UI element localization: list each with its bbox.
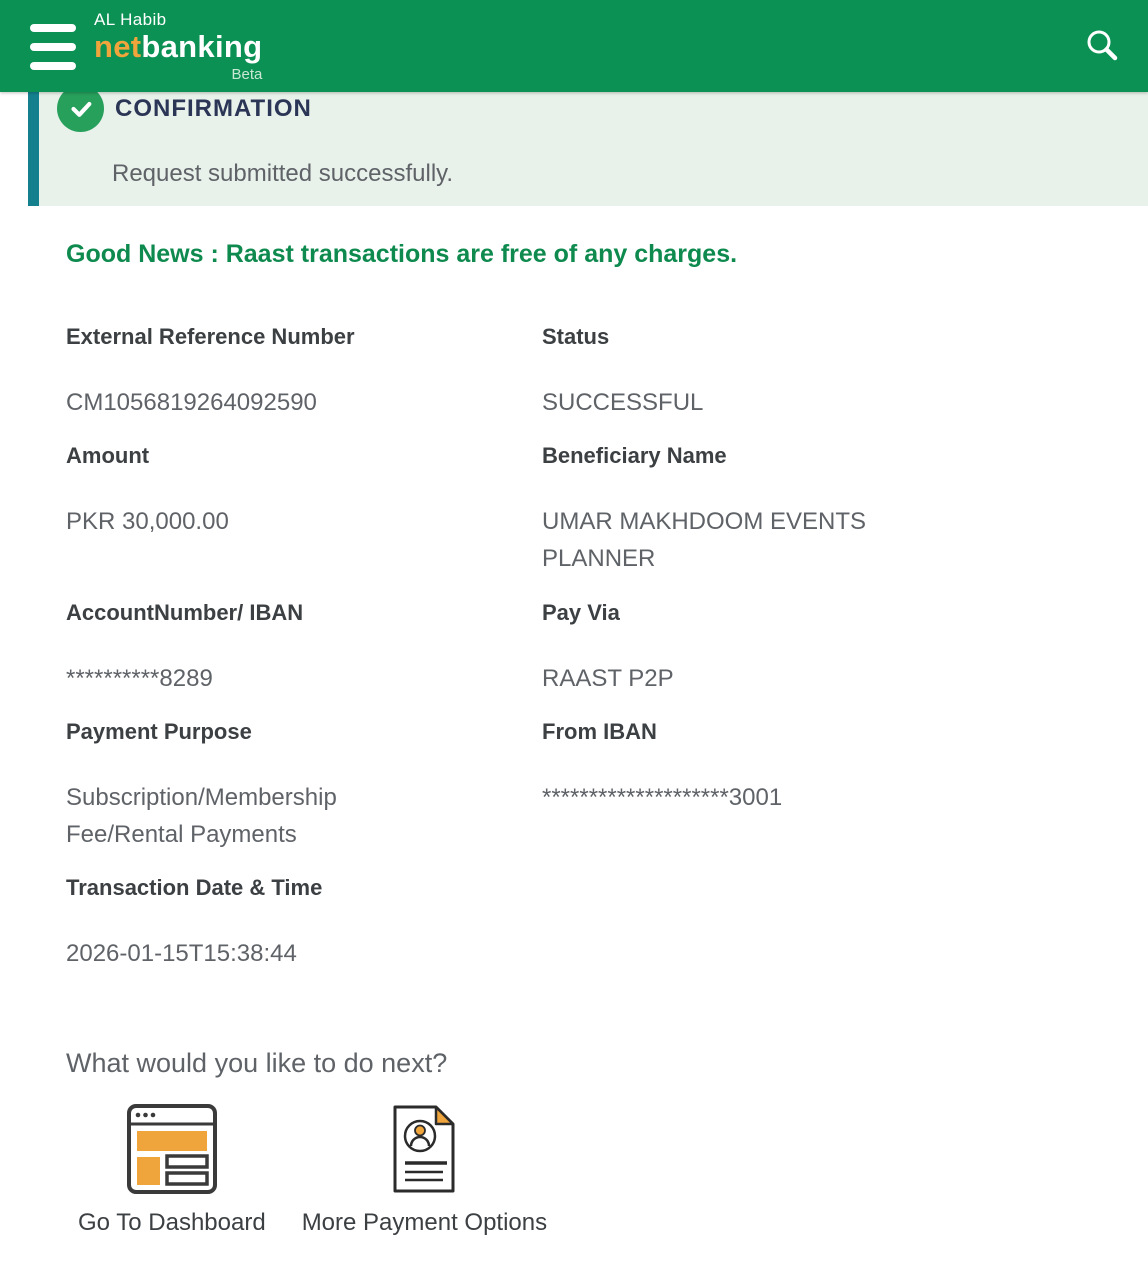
brand-net-part: net: [94, 28, 142, 64]
field-empty: [542, 875, 1148, 972]
field-amount: [66, 443, 542, 577]
check-circle-icon: [57, 85, 104, 132]
more-payment-options-button[interactable]: [302, 1103, 547, 1237]
field-label: Transaction Date & Time: [66, 875, 323, 901]
brand-name-small: AL Habib: [94, 9, 167, 29]
field-label: Status: [542, 324, 610, 349]
payment-options-icon: [391, 1103, 457, 1195]
field-value: 2026-01-15T15:38:44: [66, 940, 297, 968]
field-label: Amount: [66, 443, 150, 469]
field-value: **********8289: [66, 664, 213, 692]
next-prompt-text: What would you like to do next?: [66, 1048, 448, 1079]
field-value: UMAR MAKHDOOM EVENTS PLANNER: [542, 508, 867, 573]
field-value: RAAST P2P: [542, 664, 674, 692]
go-to-dashboard-button[interactable]: [78, 1103, 266, 1237]
field-external-reference: [66, 324, 542, 421]
field-status: [542, 324, 1148, 421]
field-label: AccountNumber/ IBAN: [66, 599, 304, 625]
field-label: From IBAN: [542, 718, 657, 744]
action-label: More Payment Options: [301, 1209, 548, 1237]
field-value: SUCCESSFUL: [542, 389, 704, 416]
confirmation-panel: [28, 85, 1148, 206]
field-label: External Reference Number: [66, 324, 355, 349]
transaction-details: [66, 324, 1148, 972]
menu-icon[interactable]: [30, 24, 76, 70]
brand-banking-part: banking: [141, 28, 263, 64]
dashboard-icon: [126, 1103, 218, 1195]
field-beneficiary-name: [542, 443, 1148, 577]
field-pay-via: [542, 600, 1148, 697]
field-label: Beneficiary Name: [542, 443, 727, 469]
field-payment-purpose: [66, 719, 542, 853]
app-header: [0, 0, 1148, 92]
field-value: ********************3001: [542, 783, 783, 811]
field-account-number-iban: [66, 600, 542, 697]
beta-badge: Beta: [231, 65, 263, 83]
confirmation-title: CONFIRMATION: [115, 94, 312, 122]
confirmation-title-row: [57, 85, 1128, 132]
good-news-text: Good News : Raast transactions are free of any charges.: [66, 240, 738, 268]
action-label: Go To Dashboard: [78, 1209, 266, 1237]
field-from-iban: [542, 719, 1148, 853]
field-value: PKR 30,000.00: [66, 508, 229, 536]
brand-logo: [94, 11, 262, 82]
search-icon[interactable]: [1082, 26, 1122, 66]
field-transaction-datetime: [66, 875, 542, 972]
next-actions: [78, 1103, 1148, 1237]
field-label: Pay Via: [542, 599, 620, 625]
confirmation-message: Request submitted successfully.: [112, 160, 454, 187]
brand-name-main: [94, 28, 263, 64]
field-label: Payment Purpose: [66, 718, 252, 744]
field-value: Subscription/Membership Fee/Rental Payments: [66, 783, 337, 848]
field-value: CM1056819264092590: [66, 389, 317, 416]
